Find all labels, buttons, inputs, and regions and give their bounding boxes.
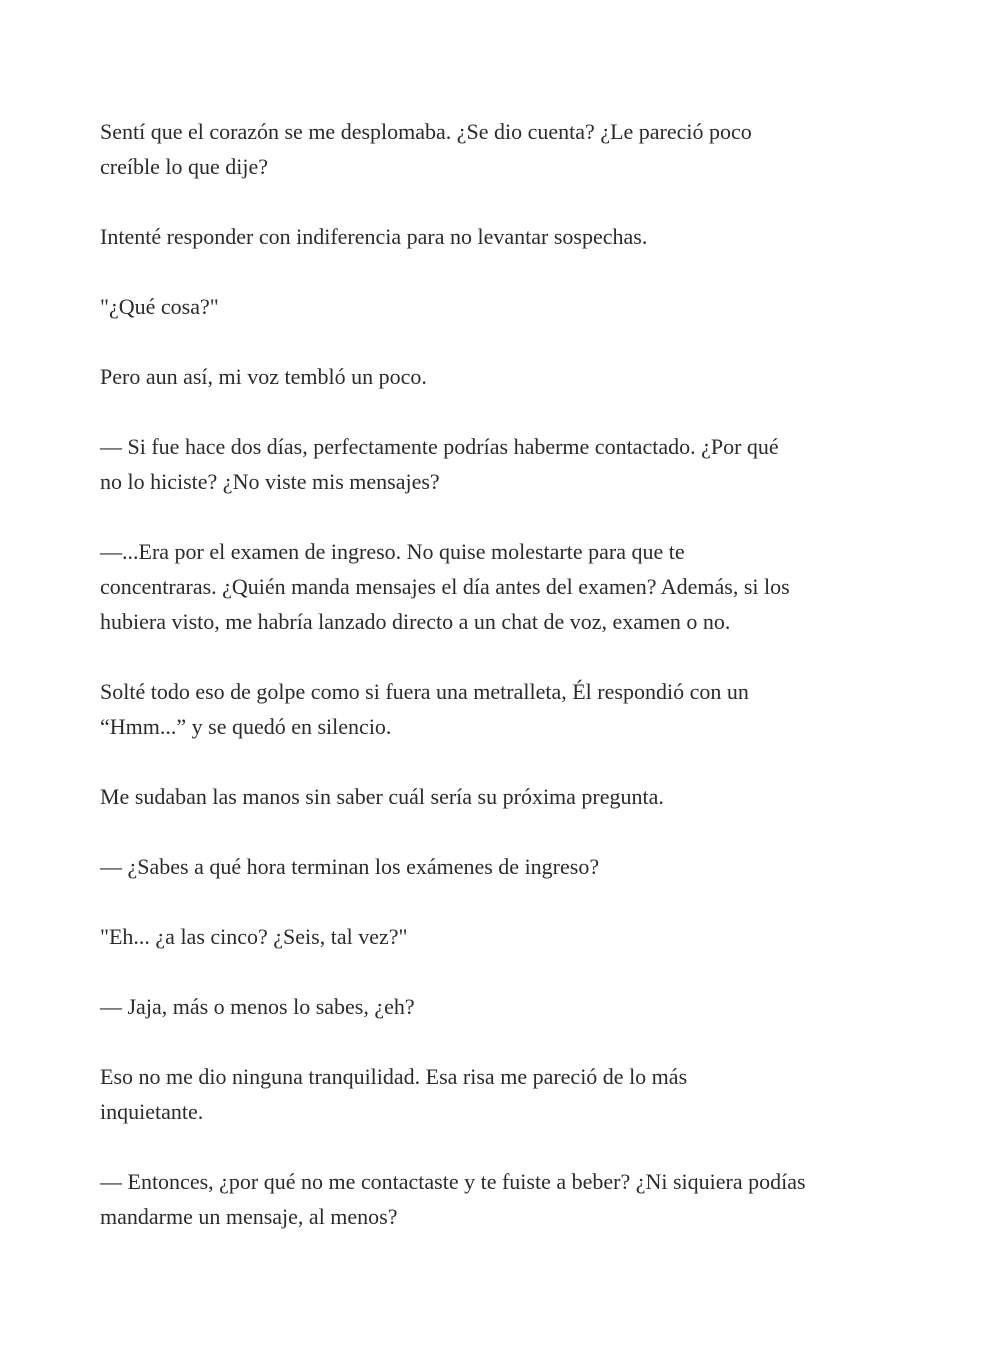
text-line: Eso no me dio ninguna tranquilidad. Esa risa me pareció de lo más xyxy=(100,1064,688,1089)
paragraph xyxy=(100,989,920,1024)
text-line: no lo hiciste? ¿No viste mis mensajes? xyxy=(100,469,440,494)
paragraph xyxy=(100,1164,920,1234)
text-line: hubiera visto, me habría lanzado directo a un chat de voz, examen o no. xyxy=(100,609,731,634)
paragraph xyxy=(100,534,920,639)
text-line: Me sudaban las manos sin saber cuál sería su próxima pregunta. xyxy=(100,784,664,809)
text-line: concentraras. ¿Quién manda mensajes el día antes del examen? Además, si los xyxy=(100,574,790,599)
paragraph xyxy=(100,289,920,324)
text-line: — Jaja, más o menos lo sabes, ¿eh? xyxy=(100,994,415,1019)
text-line: — ¿Sabes a qué hora terminan los exámenes de ingreso? xyxy=(100,854,600,879)
document-body xyxy=(100,114,920,1269)
paragraph xyxy=(100,1059,920,1129)
paragraph xyxy=(100,219,920,254)
paragraph xyxy=(100,359,920,394)
text-line: Pero aun así, mi voz tembló un poco. xyxy=(100,364,427,389)
text-line: — Entonces, ¿por qué no me contactaste y te fuiste a beber? ¿Ni siquiera podías xyxy=(100,1169,806,1194)
paragraph xyxy=(100,849,920,884)
paragraph xyxy=(100,429,920,499)
text-line: “Hmm...” y se quedó en silencio. xyxy=(100,714,392,739)
text-line: inquietante. xyxy=(100,1099,204,1124)
paragraph xyxy=(100,674,920,744)
text-line: Solté todo eso de golpe como si fuera una metralleta, Él respondió con un xyxy=(100,679,749,704)
paragraph xyxy=(100,919,920,954)
text-line: Intenté responder con indiferencia para no levantar sospechas. xyxy=(100,224,648,249)
text-line: —...Era por el examen de ingreso. No quise molestarte para que te xyxy=(100,539,685,564)
text-line: mandarme un mensaje, al menos? xyxy=(100,1204,398,1229)
text-line: "¿Qué cosa?" xyxy=(100,294,219,319)
paragraph xyxy=(100,779,920,814)
text-line: — Si fue hace dos días, perfectamente podrías haberme contactado. ¿Por qué xyxy=(100,434,779,459)
paragraph xyxy=(100,114,920,184)
text-line: "Eh... ¿a las cinco? ¿Seis, tal vez?" xyxy=(100,924,408,949)
text-line: Sentí que el corazón se me desplomaba. ¿Se dio cuenta? ¿Le pareció poco xyxy=(100,119,752,144)
text-line: creíble lo que dije? xyxy=(100,154,268,179)
